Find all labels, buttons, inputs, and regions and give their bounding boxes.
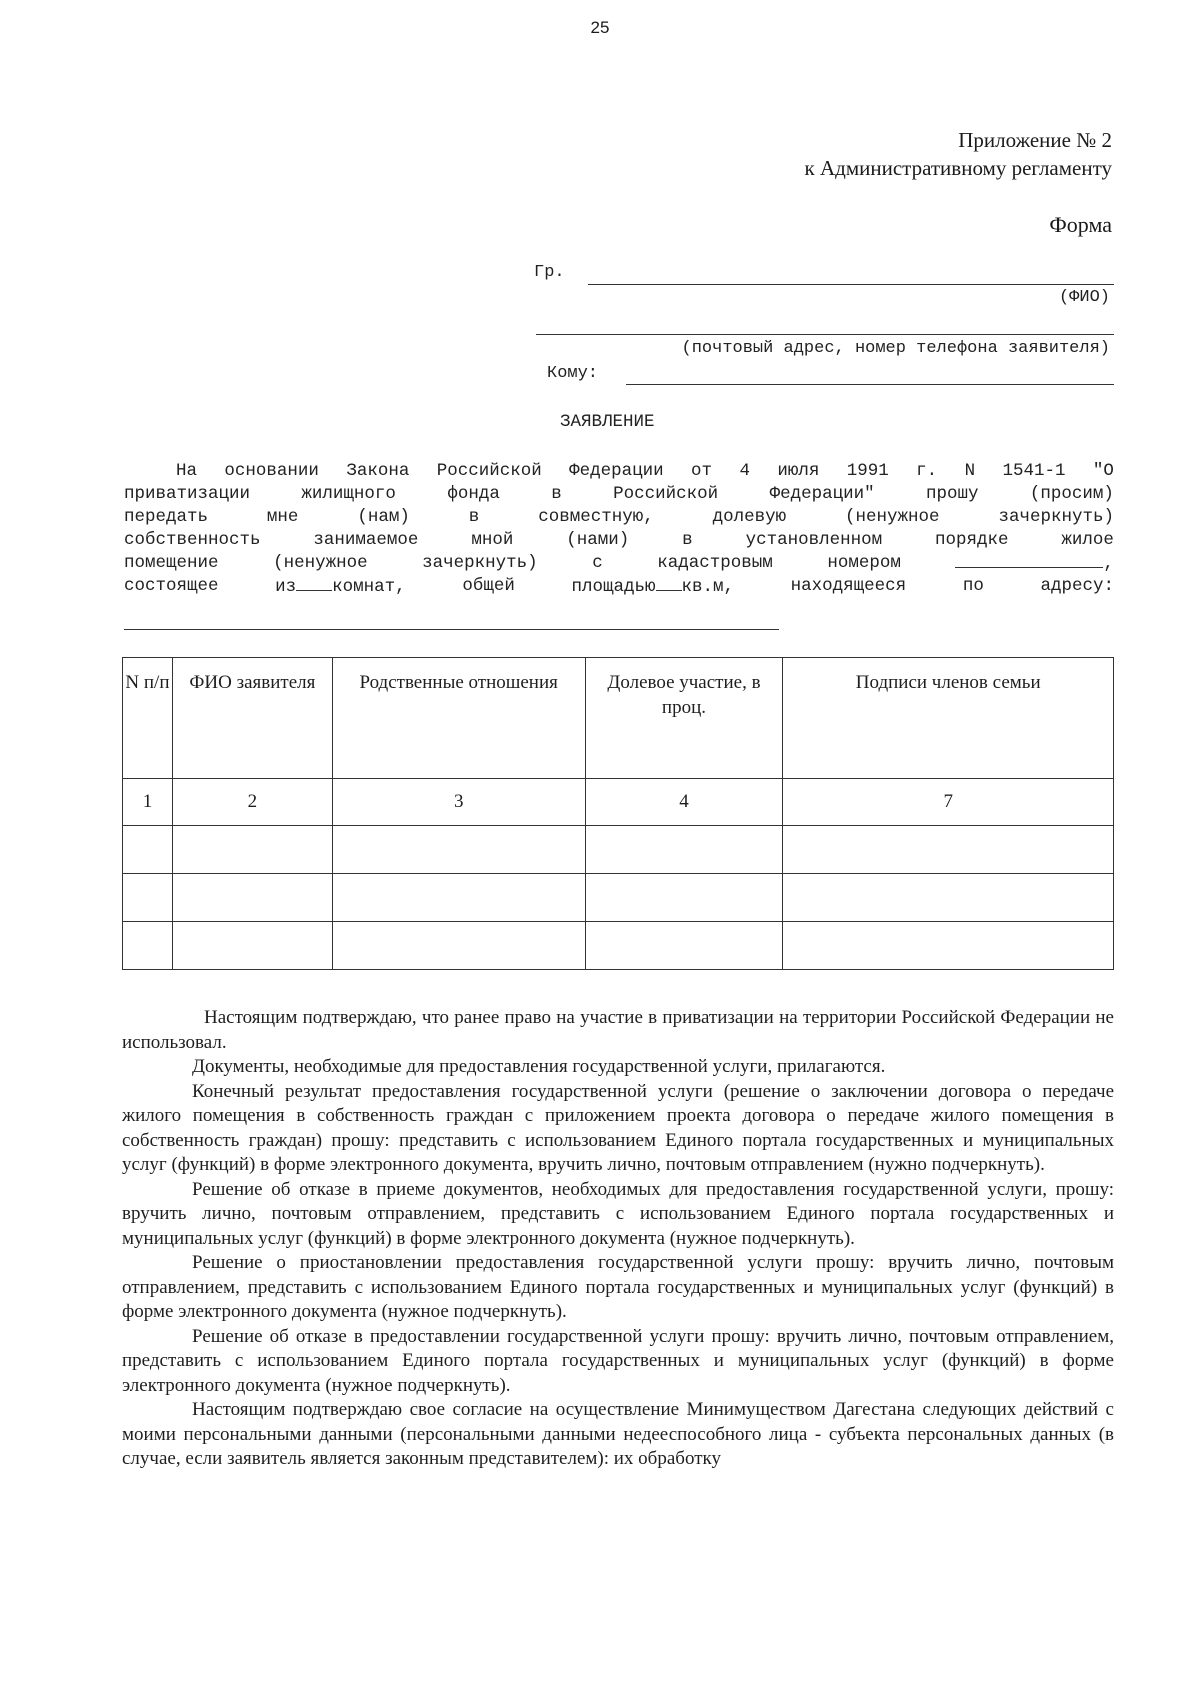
word: кв.м,: [681, 577, 735, 597]
word: июля: [777, 461, 820, 481]
fio-caption: (ФИО): [1058, 288, 1110, 307]
word: номером: [827, 553, 901, 573]
word: фонда: [447, 484, 500, 504]
column-number: 2: [172, 779, 332, 826]
statement-paragraph: [124, 460, 1114, 598]
word: 4: [739, 461, 750, 481]
table-cell[interactable]: [585, 874, 783, 922]
word: кадастровым: [657, 553, 773, 573]
table-cell[interactable]: [585, 922, 783, 970]
word: "О: [1092, 461, 1114, 481]
header-relation: Родственные отношения: [332, 658, 585, 779]
paragraph-refusal-documents: Решение об отказе в приеме документов, необходимых для предоставления государственной услуги, прошу: вручить лично, почтовым отправлением, представить с использованием Единого портала государственных и муниципальных услуг (функций) в форме электронного документа (нужное подчеркнуть).: [122, 1178, 1114, 1249]
paragraph-personal-data-consent: Настоящим подтверждаю свое согласие на осуществление Минимуществом Дагестана следующих действий с моими персональными данными (персональными данными недееспособного лица - субъекта персональных данных (в случае, если заявитель является законным представителем): их обработку: [122, 1399, 1114, 1469]
body-text: [122, 1006, 1114, 1472]
statement-row-2: [124, 483, 1114, 506]
header-share: Долевое участие, в проц.: [585, 658, 783, 779]
word: (ненужное: [273, 553, 368, 573]
word: жилое: [1061, 530, 1114, 550]
word: N: [964, 461, 976, 481]
annex-line-2: к Административному регламенту: [804, 156, 1112, 180]
address-line: [536, 334, 1114, 335]
table-header-row: [123, 658, 1114, 779]
word: 1541-1: [1002, 461, 1066, 481]
word: порядке: [934, 530, 1009, 550]
column-number: 4: [585, 779, 783, 826]
statement-row-3: [124, 506, 1114, 529]
rooms-count-field[interactable]: [296, 575, 332, 591]
column-number: 1: [123, 779, 173, 826]
paragraph-refusal-service: Решение об отказе в предоставлении государственной услуги прошу: вручить лично, почтовым отправлением, представить с использованием Единого портала государственных и муниципальных услуг (функций) в форме электронного документа (нужное подчеркнуть).: [122, 1325, 1114, 1396]
word: Федерации": [769, 484, 875, 504]
word: передать: [124, 507, 209, 527]
annex-line-1: Приложение № 2: [958, 128, 1112, 152]
paragraph-no-prior-privatization: Настоящим подтверждаю, что ранее право на участие в приватизации на территории Российской Федерации не использовал.: [122, 1007, 1114, 1053]
word: мне: [266, 507, 299, 527]
word: из: [275, 577, 297, 597]
column-number-row: [123, 779, 1114, 826]
table-cell[interactable]: [332, 826, 585, 874]
word: находящееся: [790, 576, 907, 596]
word: жилищного: [301, 484, 396, 504]
word: Российской: [613, 484, 719, 504]
word: долевую: [712, 507, 787, 527]
cadastral-number-field[interactable]: [955, 552, 1114, 575]
word: в: [682, 530, 693, 550]
statement-row-6: [124, 575, 1114, 598]
word: основании: [224, 461, 319, 481]
word: зачеркнуть): [422, 553, 538, 573]
word: собственность: [124, 530, 261, 550]
word: в: [468, 507, 480, 527]
table-cell[interactable]: [172, 826, 332, 874]
word: г.: [916, 461, 938, 481]
statement-row-4: [124, 529, 1114, 552]
table-cell[interactable]: [783, 874, 1114, 922]
table-cell[interactable]: [585, 826, 783, 874]
word: комнат,: [332, 577, 406, 597]
word: с: [592, 553, 603, 573]
table-cell[interactable]: [783, 826, 1114, 874]
table-cell[interactable]: [123, 826, 173, 874]
address-field-line[interactable]: [124, 629, 779, 630]
table-row: [123, 922, 1114, 970]
word: общей: [462, 576, 515, 596]
table-cell[interactable]: [172, 922, 332, 970]
table-row: [123, 826, 1114, 874]
word: (нами): [566, 530, 630, 550]
word: Закона: [346, 461, 410, 481]
address-caption: (почтовый адрес, номер телефона заявителя): [681, 339, 1110, 358]
word: в: [551, 484, 562, 504]
word: состоящее: [124, 576, 219, 596]
table-cell[interactable]: [332, 922, 585, 970]
word: прошу: [925, 484, 979, 504]
header-fio: ФИО заявителя: [172, 658, 332, 779]
word: занимаемое: [313, 530, 419, 550]
word: мной: [471, 530, 514, 550]
table-cell[interactable]: [332, 874, 585, 922]
column-number: 7: [783, 779, 1114, 826]
statement-row-5: [124, 552, 1114, 575]
table-cell[interactable]: [783, 922, 1114, 970]
paragraph-suspension: Решение о приостановлении предоставления государственной услуги прошу: вручить лично, почтовым отправлением, представить с использованием Единого портала государственных и муниципальных услуг (функций) в форме электронного документа (нужное подчеркнуть).: [122, 1252, 1114, 1322]
word: помещение: [124, 553, 219, 573]
word: от: [691, 461, 713, 481]
table-cell[interactable]: [123, 874, 173, 922]
word: площадью: [571, 577, 656, 597]
gr-label: Гр.: [534, 263, 565, 282]
area-field[interactable]: [656, 575, 682, 591]
table-row: [123, 874, 1114, 922]
word: совместную,: [538, 507, 654, 527]
word: установленном: [745, 530, 883, 550]
word: (просим): [1029, 484, 1114, 504]
column-number: 3: [332, 779, 585, 826]
fio-line: [588, 284, 1114, 285]
to-label: Кому:: [547, 364, 599, 383]
table-cell[interactable]: [123, 922, 173, 970]
family-members-table: [122, 657, 1114, 970]
word: зачеркнуть): [998, 507, 1114, 527]
page-number: 25: [590, 18, 610, 37]
paragraph-documents-attached: Документы, необходимые для предоставления государственной услуги, прилагаются.: [192, 1056, 886, 1077]
word: по: [962, 576, 984, 596]
word: (ненужное: [845, 507, 940, 527]
statement-row-1: [124, 460, 1114, 483]
to-line: [626, 384, 1114, 385]
document-title: ЗАЯВЛЕНИЕ: [560, 412, 655, 432]
word: адресу:: [1040, 576, 1114, 596]
word: Федерации: [569, 461, 664, 481]
word: приватизации: [124, 484, 251, 504]
form-label: Форма: [1049, 212, 1112, 237]
header-num: N п/п: [123, 658, 173, 779]
word: Российской: [436, 461, 542, 481]
word: На: [176, 461, 198, 481]
comma: ,: [1103, 554, 1114, 574]
table-cell[interactable]: [172, 874, 332, 922]
word: (нам): [357, 507, 410, 527]
paragraph-final-result: Конечный результат предоставления государственной услуги (решение о заключении договора о передаче жилого помещения в собственность граждан с приложением проекта договора о передаче жилого помещения в собственность граждан) прошу: представить с использованием Единого портала государственных и муниципальных услуг (функций) в форме электронного документа, вручить лично, почтовым отправлением (нужно подчеркнуть).: [122, 1080, 1114, 1175]
word: 1991: [846, 461, 889, 481]
header-signatures: Подписи членов семьи: [783, 658, 1114, 779]
